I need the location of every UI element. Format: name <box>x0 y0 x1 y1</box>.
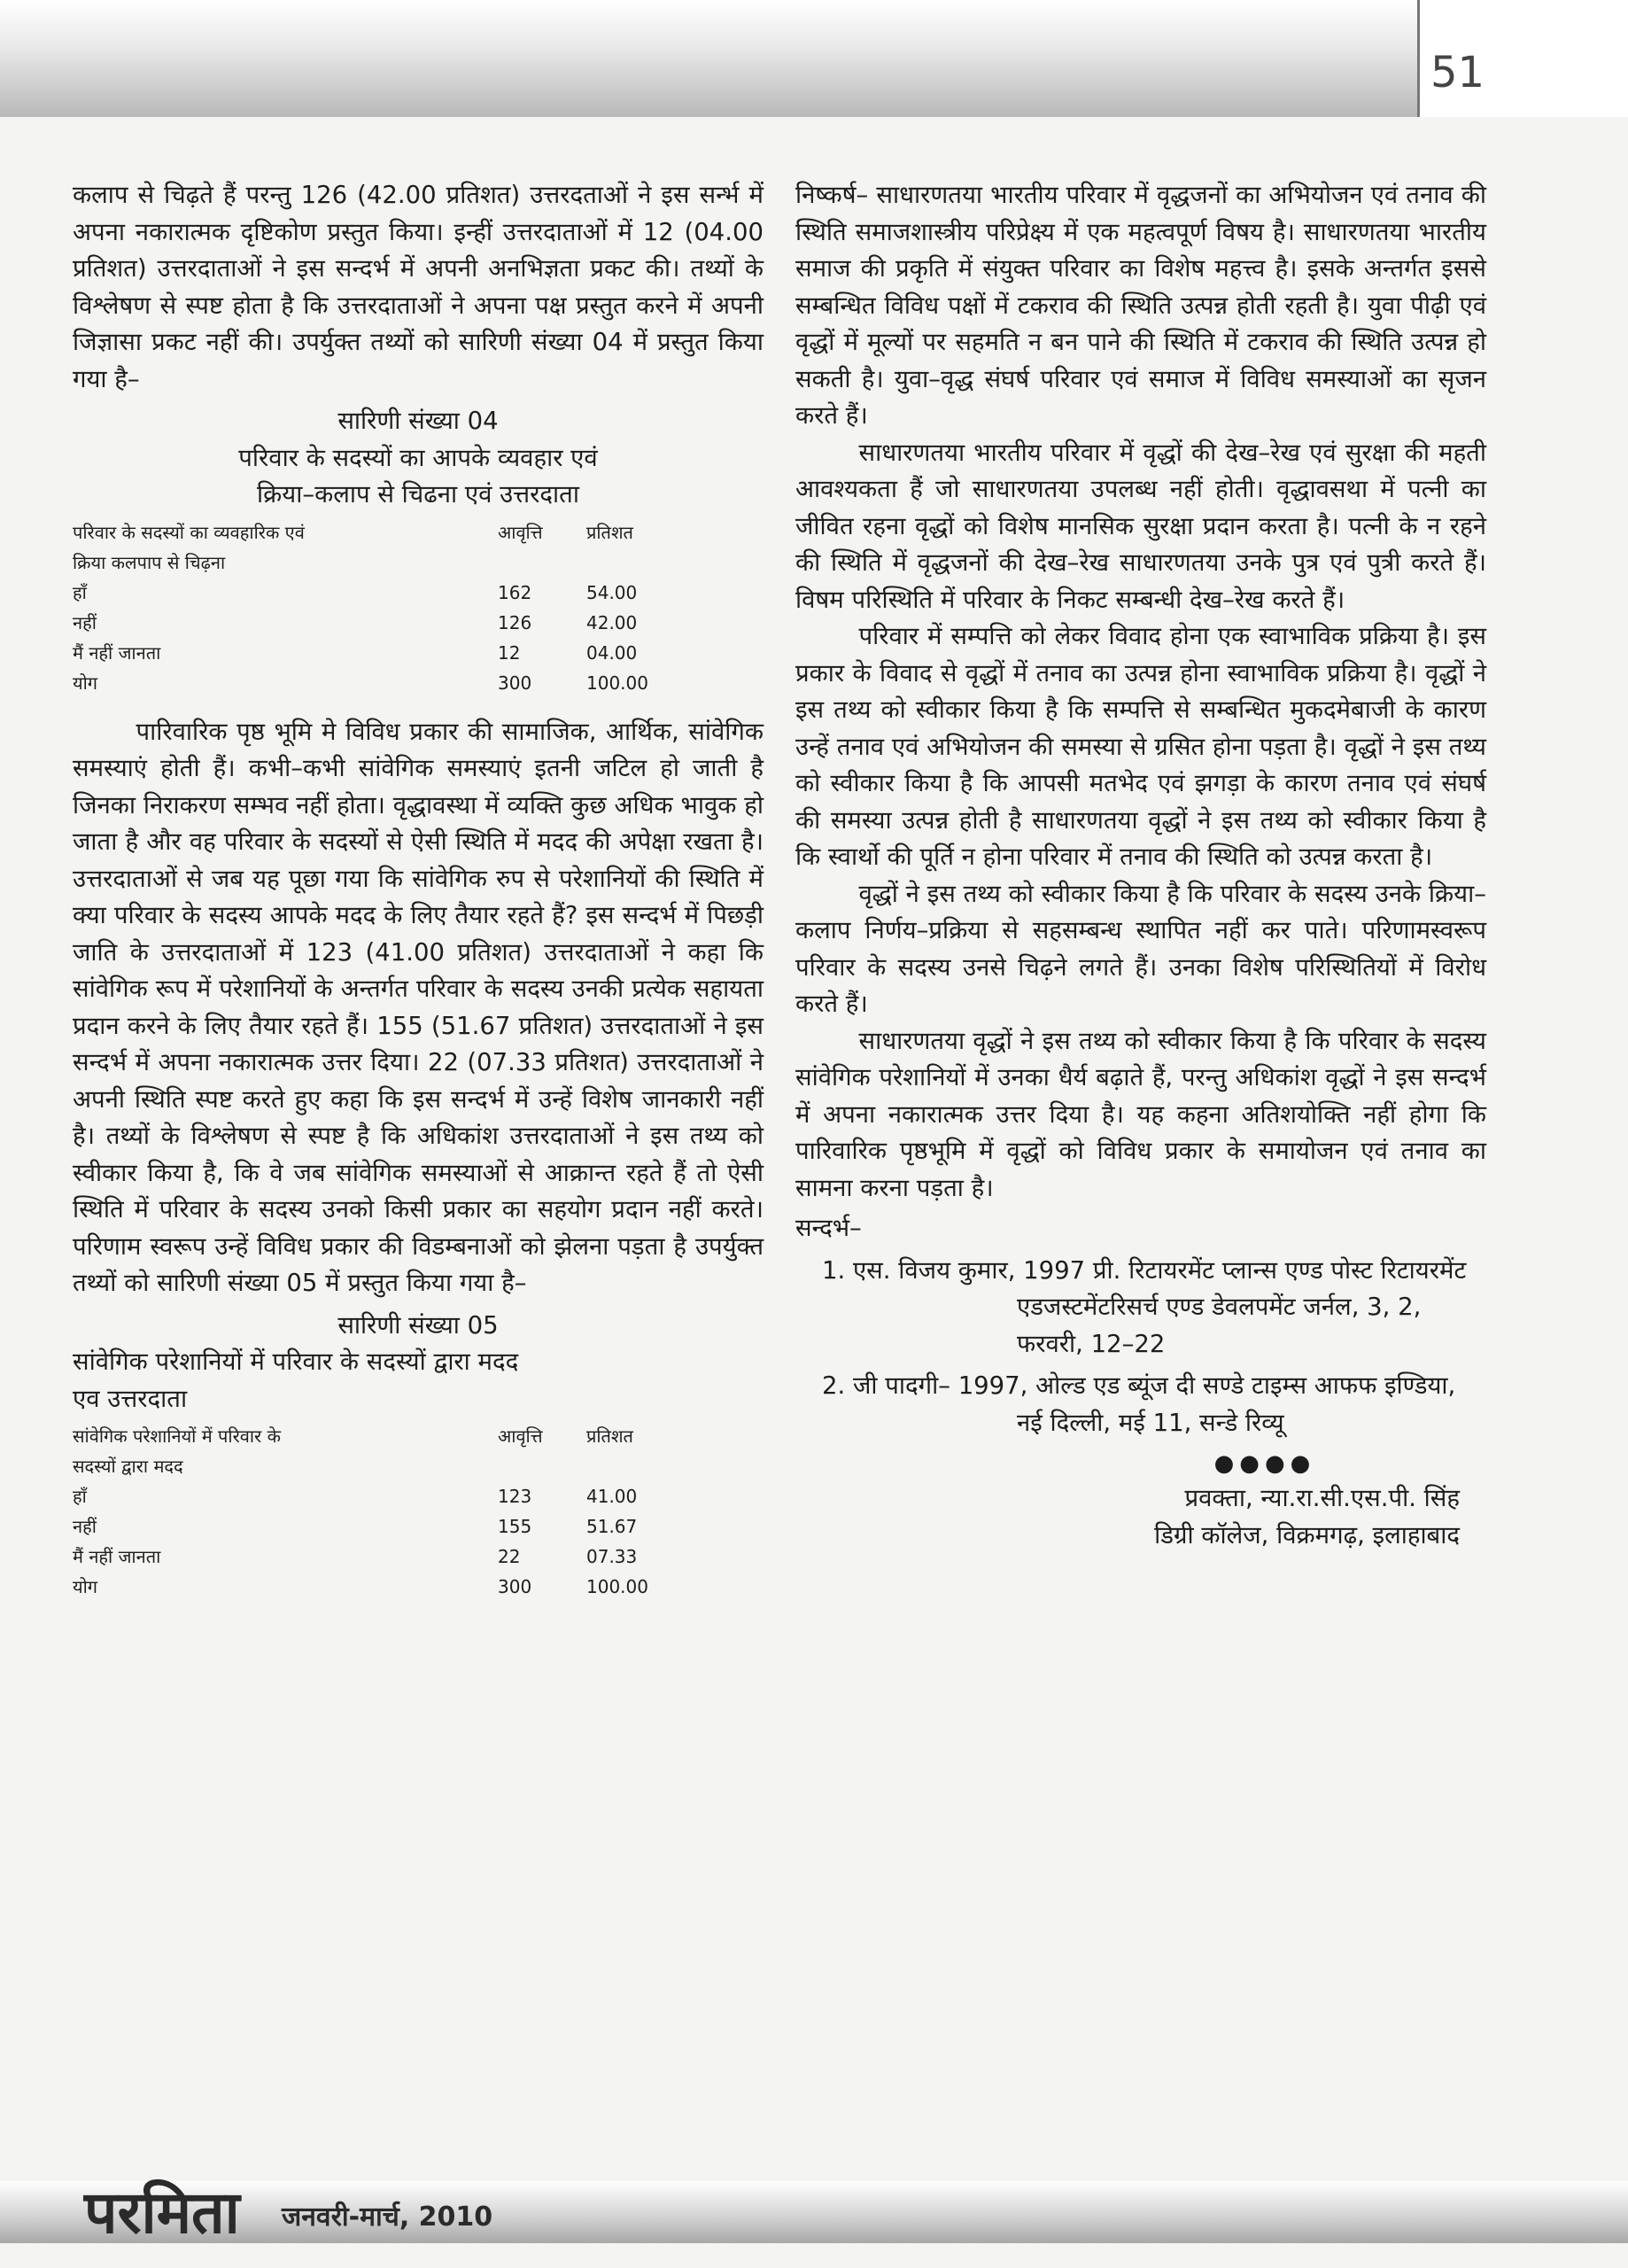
table-cell-percent: 51.67 <box>586 1516 638 1537</box>
table-cell-percent: 41.00 <box>586 1486 638 1507</box>
table-5 <box>73 1421 710 1602</box>
table-cell-label: हाँ <box>73 581 87 603</box>
table-cell-percent: 04.00 <box>586 641 638 664</box>
conclusion-paragraph-1: निष्कर्ष– साधारणतया भारतीय परिवार में वृद्धजनों का अभियोजन एवं तनाव की स्थिति समाजशास्त्रीय परिप्रेक्ष्य में एक महत्वपूर्ण विषय है। साधारणतया भारतीय समाज की प्रकृति में संयुक्त परिवार का विशेष महत्त्व है। इसके अन्तर्गत इससे सम्बन्धित विविध पक्षों में टकराव की स्थिति उत्पन्न होती रहती है। युवा पीढ़ी एवं वृद्धों में मूल्यों पर सहमति न बन पाने की स्थिति में टकराव की स्थिति उत्पन्न हो सकती है। युवा–वृद्ध संघर्ष परिवार एवं समाज में विविध समस्याओं का सृजन करते हैं। <box>795 181 1486 430</box>
issue-date: जनवरी-मार्च, 2010 <box>282 2202 493 2233</box>
table-row <box>73 638 710 668</box>
table-cell-label: योग <box>73 1576 98 1597</box>
table-row <box>73 1481 710 1511</box>
table-5-header-col2: आवृत्ति <box>498 1425 543 1447</box>
table-row <box>73 1572 710 1602</box>
conclusion-paragraph-5: साधारणतया वृद्धों ने इस तथ्य को स्वीकार किया है कि परिवार के सदस्य सांवेगिक परेशानियों में उनका धैर्य बढ़ाते हैं, परन्तु अधिकांश वृद्धों ने इस सन्दर्भ में अपना नकारात्मक उत्तर दिया है। यह कहना अतिशयोक्ति नहीं होगा कि पारिवारिक पृष्ठभूमि में वृद्धों को विविध प्रकार के समायोजन एवं तनाव का सामना करना पड़ता है। <box>795 1026 1486 1202</box>
table-cell-percent: 100.00 <box>586 1576 648 1597</box>
page-number: 51 <box>1430 48 1485 97</box>
table-cell-percent: 54.00 <box>586 581 638 603</box>
table-4-subtitle-2: क्रिया–कलाप से चिढना एवं उत्तरदाता <box>257 480 579 509</box>
left-column <box>73 177 764 1618</box>
table-4 <box>73 517 710 698</box>
left-paragraph-1: कलाप से चिढ़ते हैं परन्तु 126 (42.00 प्रतिशत) उत्तरदताओं ने इस सर्न्भ में अपना नकारात्मक दृष्टिकोण प्रस्तुत किया। इन्हीं उत्तरदाताओं में 12 (04.00 प्रतिशत) उत्तरदाताओं ने इस सन्दर्भ में अपनी अनभिज्ञता प्रकट की। तथ्यों के विश्लेषण से स्पष्ट होता है कि उत्तरदाताओं ने अपना पक्ष प्रस्तुत करने में अपनी जिज्ञासा प्रकट नहीं की। उपर्युक्त तथ्यों को सारिणी संख्या 04 में प्रस्तुत किया गया है– <box>73 181 764 393</box>
table-4-header-row <box>73 517 710 578</box>
separator-dots: ●●●● <box>1213 1450 1316 1477</box>
table-cell-frequency: 22 <box>498 1546 521 1567</box>
table-4-subtitle-1: परिवार के सदस्यों का आपके व्यवहार एवं <box>238 443 598 472</box>
table-5-header-row <box>73 1421 710 1481</box>
author-affiliation-line-2: डिग्री कॉलेज, विक्रमगढ़, इलाहाबाद <box>1154 1520 1460 1550</box>
conclusion-paragraph-3: परिवार में सम्पत्ति को लेकर विवाद होना एक स्वाभाविक प्रक्रिया है। इस प्रकार के विवाद से वृद्धों में तनाव का उत्पन्न होना स्वाभाविक प्रक्रिया है। वृद्धों ने इस तथ्य को स्वीकार किया है कि सम्पत्ति से सम्बन्धित मुकदमेबाजी के कारण उन्हें तनाव एवं अभियोजन की समस्या से ग्रसित होना पड़ता है। वृद्धों ने इस तथ्य को स्वीकार किया है कि आपसी मतभेद एवं झगड़ा के कारण तनाव एवं संघर्ष की समस्या उत्पन्न होती है साधारणतया वृद्धों ने इस तथ्य को स्वीकार किया है कि स्वार्थो की पूर्ति न होना परिवार में तनाव की स्थिति को उत्पन्न करता है। <box>795 622 1486 871</box>
table-4-header-col1-line2: क्रिया कलपाप से चिढ़ना <box>73 551 226 573</box>
reference-item-1: 1. एस. विजय कुमार, 1997 प्री. रिटायरमेंट प्लान्स एण्ड पोस्ट रिटायरमेंट एडजस्टमेंटरिसर्च एण्ड डेवलपमेंट जर्नल, 3, 2, फरवरी, 12–22 <box>822 1255 1467 1358</box>
table-4-header-col3: प्रतिशत <box>586 521 633 543</box>
table-cell-label: हाँ <box>73 1486 87 1507</box>
table-cell-label: मैं नहीं जानता <box>73 641 161 664</box>
table-cell-label: मैं नहीं जानता <box>73 1546 161 1567</box>
table-cell-percent: 42.00 <box>586 611 638 633</box>
table-cell-label: नहीं <box>73 611 97 633</box>
table-5-subtitle-2: एव उत्तरदाता <box>73 1384 188 1413</box>
table-5-header-col1 <box>73 1421 498 1481</box>
table-row <box>73 1542 710 1572</box>
reference-item-2: 2. जी पादगी– 1997, ओल्ड एड ब्यूंज दी सण्डे टाइम्स आफफ इण्डिया, नई दिल्ली, मई 11, सन्डे रिव्यू <box>822 1371 1456 1437</box>
table-cell-percent: 100.00 <box>586 672 648 694</box>
table-cell-frequency: 126 <box>498 611 532 633</box>
table-row <box>73 578 710 608</box>
table-4-header-col2: आवृत्ति <box>498 521 543 543</box>
table-cell-percent: 07.33 <box>586 1546 638 1567</box>
conclusion-paragraph-2: साधारणतया भारतीय परिवार में वृद्धों की देख–रेख एवं सुरक्षा की महती आवश्यकता हैं जो साधारणतया उपलब्ध नहीं होती। वृद्धावसथा में पत्नी का जीवित रहना वृद्धों को विशेष मानसिक सुरक्षा प्रदान करता है। पत्नी के न रहने की स्थिति में वृद्धजनों की देख–रेख साधारणतया उनके पुत्र एवं पुत्री करते हैं। विषम परिस्थिति में परिवार के निकट सम्बन्धी देख–रेख करते हैं। <box>795 438 1486 614</box>
conclusion-paragraph-4: वृद्धों ने इस तथ्य को स्वीकार किया है कि परिवार के सदस्य उनके क्रिया–कलाप निर्णय–प्रक्रिया से सहसम्बन्ध स्थापित नहीं कर पाते। परिणामस्वरूप परिवार के सदस्य उनसे चिढ़ने लगते हैं। उनका विशेष परिस्थितियों में विरोध करते हैं। <box>795 879 1486 1018</box>
table-4-header-col1-line1: परिवार के सदस्यों का व्यवहारिक एवं <box>73 521 305 543</box>
table-5-header-col1-line1: सांवेगिक परेशानियों में परिवार के <box>73 1425 281 1447</box>
table-cell-frequency: 12 <box>498 641 521 664</box>
table-cell-frequency: 300 <box>498 1576 532 1597</box>
table-cell-frequency: 300 <box>498 672 532 694</box>
table-5-header-col3: प्रतिशत <box>586 1425 633 1447</box>
table-5-title: सारिणी संख्या 05 <box>337 1310 499 1340</box>
table-cell-label: योग <box>73 672 98 694</box>
table-5-subtitle-1: सांवेगिक परेशानियों में परिवार के सदस्यों द्वारा मदद <box>73 1348 519 1376</box>
left-paragraph-2: पारिवारिक पृष्ठ भूमि मे विविध प्रकार की सामाजिक, आर्थिक, सांवेगिक समस्याएं होती हैं। कभी–कभी सांवेगिक समस्याएं इतनी जटिल हो जाती है जिनका निराकरण सम्भव नहीं होता। वृद्धावस्था में व्यक्ति कुछ अधिक भावुक हो जाता है और वह परिवार के सदस्यों से ऐसी स्थिति में मदद की अपेक्षा रखता है। उत्तरदाताओं से जब यह पूछा गया कि सांवेगिक रुप से परेशानियों की स्थिति में क्या परिवार के सदस्य आपके मदद के लिए तैयार रहते हैं? इस सन्दर्भ में पिछड़ी जाति के उत्तरदाताओं में 123 (41.00 प्रतिशत) उत्तरदाताओं ने कहा कि सांवेगिक रूप में परेशानियों के अन्तर्गत परिवार के सदस्य उनकी प्रत्येक सहायता प्रदान करने के लिए तैयार रहते हैं। 155 (51.67 प्रतिशत) उत्तरदाताओं ने इस सन्दर्भ में अपना नकारात्मक उत्तर दिया। 22 (07.33 प्रतिशत) उत्तरदाताओं ने अपनी स्थिति स्पष्ट करते हुए कहा कि इस सन्दर्भ में उन्हें विशेष जानकारी नहीं है। तथ्यों के विश्लेषण से स्पष्ट है कि अधिकांश उत्तरदाताओं ने इस तथ्य को स्वीकार किया है, कि वे जब सांवेगिक समस्याओं से आक्रान्त रहते हैं तो ऐसी स्थिति में परिवार के सदस्य उनको किसी प्रकार का सहयोग प्रदान नहीं करते। परिणाम स्वरूप उन्हें विविध प्रकार की विडम्बनाओं को झेलना पड़ता है उपर्युक्त तथ्यों को सारिणी संख्या 05 में प्रस्तुत किया गया है– <box>73 717 764 1297</box>
magazine-logo: परमिता <box>84 2179 240 2247</box>
table-cell-frequency: 155 <box>498 1516 532 1537</box>
table-4-header-col1 <box>73 517 498 578</box>
footer-band <box>0 2181 1628 2243</box>
author-affiliation-line-1: प्रवक्ता, न्या.रा.सी.एस.पी. सिंह <box>1184 1484 1460 1512</box>
table-cell-frequency: 123 <box>498 1486 532 1507</box>
right-column <box>795 177 1486 1554</box>
references-heading: सन्दर्भ– <box>795 1214 862 1242</box>
page-number-box <box>1417 0 1628 117</box>
table-row <box>73 1511 710 1542</box>
table-cell-label: नहीं <box>73 1516 97 1537</box>
header-band <box>0 0 1417 117</box>
table-4-title: सारिणी संख्या 04 <box>337 407 499 435</box>
table-row <box>73 668 710 698</box>
table-cell-frequency: 162 <box>498 581 532 603</box>
table-row <box>73 608 710 638</box>
table-5-header-col1-line2: सदस्यों द्वारा मदद <box>73 1456 183 1477</box>
